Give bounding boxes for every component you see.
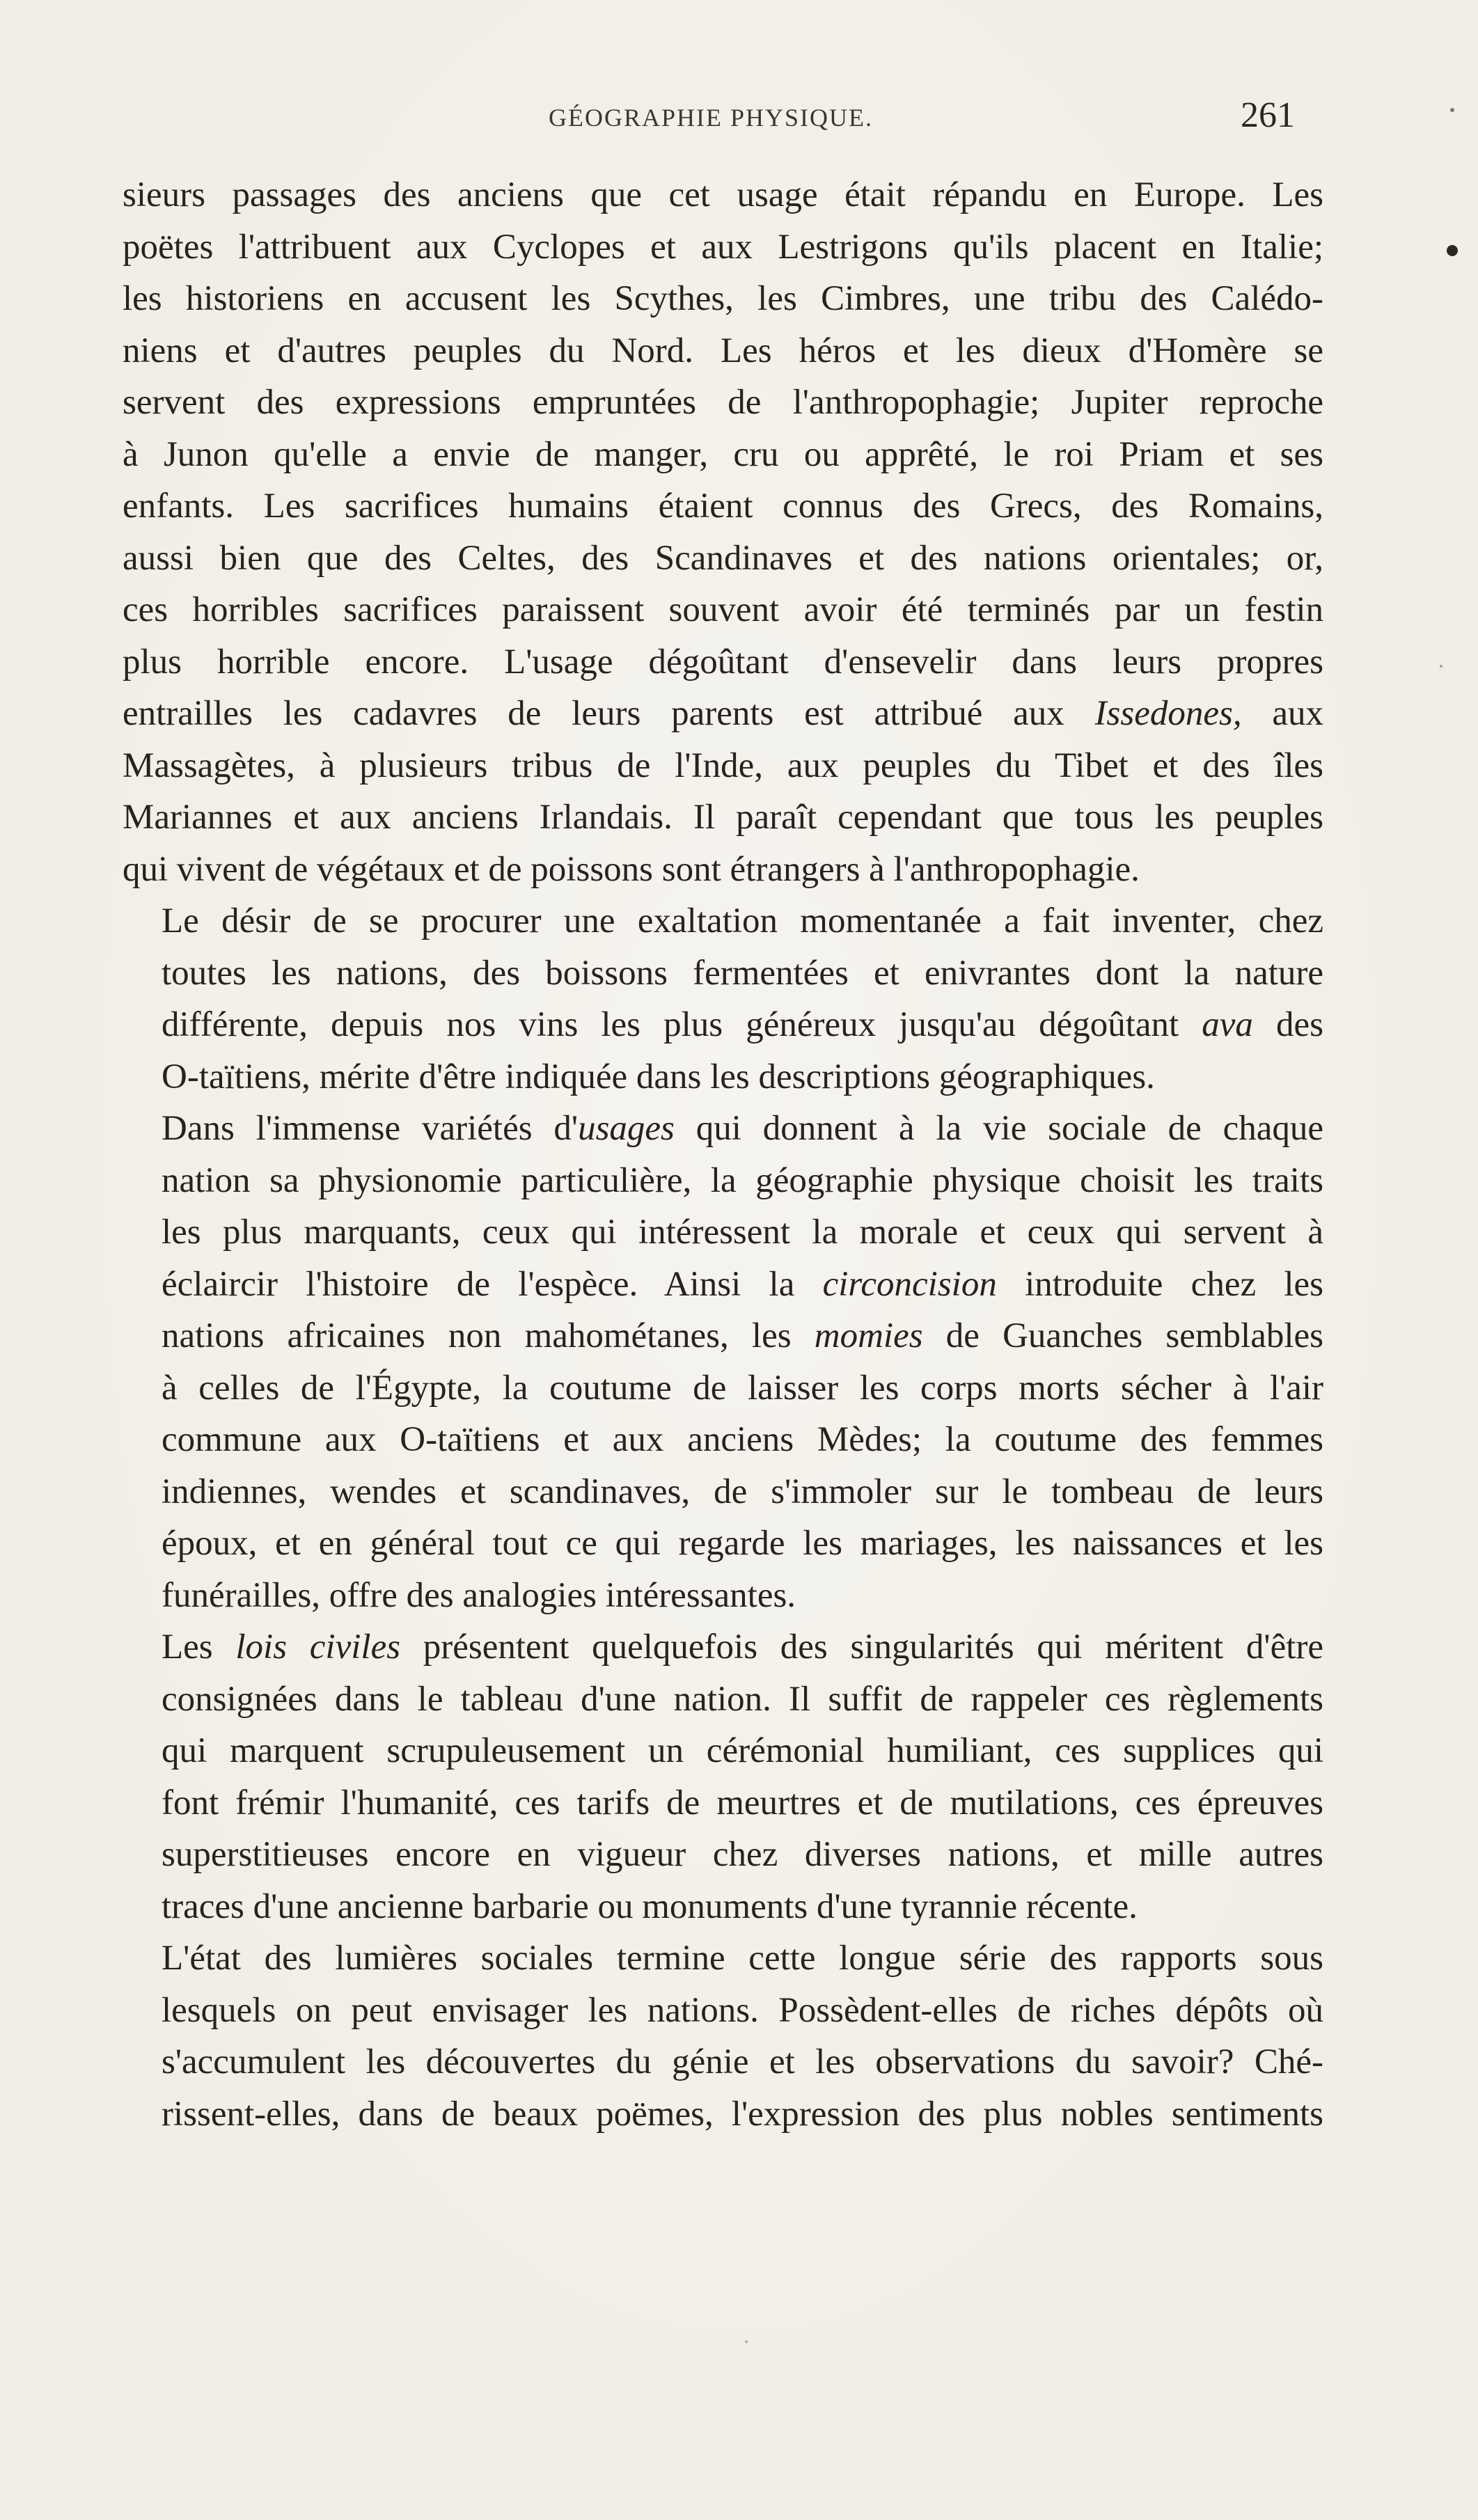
italic-term: usages	[578, 1109, 675, 1148]
text-line: consignées dans le tableau d'une nation. Il suffit de rappeler ces règlements	[162, 1679, 1323, 1719]
text-line: enfants. Les sacrifices humains étaient connus des Grecs, des Romains,	[123, 487, 1323, 526]
running-head	[123, 96, 1320, 138]
text-line: poëtes l'attribuent aux Cyclopes et aux Lestrigons qu'ils placent en Italie;	[123, 227, 1323, 267]
text-line: qui vivent de végétaux et de poissons sont étrangers à l'anthropophagie.	[123, 849, 1140, 889]
text-line: L'état des lumières sociales termine cette longue série des rapports sous	[162, 1939, 1323, 1978]
text-run: Les	[162, 1628, 236, 1667]
text-line: Mariannes et aux anciens Irlandais. Il paraît cependant que tous les peuples	[123, 798, 1323, 837]
ink-speck	[1450, 108, 1454, 112]
paragraph-social-enlightenment	[123, 1932, 1323, 2140]
text-line: indiennes, wendes et scandinaves, de s'immoler sur le tombeau de leurs	[162, 1472, 1323, 1511]
text-line: les historiens en accusent les Scythes, les Cimbres, une tribu des Calédo-	[123, 279, 1323, 318]
text-line: servent des expressions empruntées de l'anthropophagie; Jupiter reproche	[123, 383, 1323, 422]
paragraph-beverages	[123, 895, 1323, 1103]
paragraph-anthropophagy	[123, 169, 1323, 895]
text-line: sieurs passages des anciens que cet usage était répandu en Europe. Les	[123, 175, 1323, 214]
text-line: commune aux O-taïtiens et aux anciens Mèdes; la coutume des femmes	[162, 1420, 1323, 1459]
text-line: funérailles, offre des analogies intéressantes.	[162, 1575, 796, 1615]
text-line	[123, 688, 1323, 740]
text-line: superstitieuses encore en vigueur chez diverses nations, et mille autres	[162, 1835, 1323, 1874]
italic-term: lois civiles	[235, 1628, 401, 1667]
italic-term: circoncision	[822, 1264, 997, 1304]
text-line	[123, 1310, 1323, 1362]
text-run: qui donnent à la vie sociale de chaque	[674, 1109, 1323, 1148]
text-run: présentent quelquefois des singularités qui méritent d'être	[400, 1628, 1324, 1667]
ink-speck	[1447, 245, 1458, 256]
text-line	[123, 999, 1323, 1051]
text-line: O-taïtiens, mérite d'être indiquée dans les descriptions géographiques.	[162, 1057, 1155, 1096]
text-line: Le désir de se procurer une exaltation momentanée a fait inventer, chez	[162, 901, 1323, 940]
text-run: de Guanches semblables	[922, 1316, 1323, 1355]
text-line: lesquels on peut envisager les nations. Possèdent-elles de riches dépôts où	[162, 1990, 1323, 2030]
text-run: entrailles les cadavres de leurs parents est attribué aux	[123, 694, 1095, 733]
text-run: éclaircir l'histoire de l'espèce. Ainsi la	[162, 1264, 823, 1304]
text-run: aux	[1241, 694, 1324, 733]
text-line: niens et d'autres peuples du Nord. Les héros et les dieux d'Homère se	[123, 331, 1323, 370]
text-line: les plus marquants, ceux qui intéressent la morale et ceux qui servent à	[162, 1213, 1323, 1252]
paragraph-customs	[123, 1103, 1323, 1621]
text-run: Dans l'immense variétés d'	[162, 1109, 579, 1148]
body-text	[123, 169, 1323, 2140]
text-run: nations africaines non mahométanes, les	[162, 1316, 815, 1355]
italic-term: ava	[1202, 1005, 1253, 1044]
text-line: à Junon qu'elle a envie de manger, cru ou apprêté, le roi Priam et ses	[123, 434, 1323, 474]
text-line: à celles de l'Égypte, la coutume de laisser les corps morts sécher à l'air	[162, 1368, 1323, 1408]
text-line: aussi bien que des Celtes, des Scandinaves et des nations orientales; or,	[123, 538, 1323, 578]
ink-speck	[1440, 665, 1442, 668]
text-run: différente, depuis nos vins les plus généreux jusqu'au dégoûtant	[162, 1005, 1202, 1044]
ink-speck	[745, 2340, 748, 2343]
text-line: font frémir l'humanité, ces tarifs de meurtres et de mutilations, ces épreuves	[162, 1783, 1323, 1822]
running-title: GÉOGRAPHIE PHYSIQUE.	[549, 104, 874, 132]
text-run: introduite chez les	[996, 1264, 1324, 1304]
text-line	[123, 1259, 1323, 1311]
text-line: plus horrible encore. L'usage dégoûtant d'ensevelir dans leurs propres	[123, 642, 1323, 682]
text-line: traces d'une ancienne barbarie ou monuments d'une tyrannie récente.	[162, 1887, 1138, 1926]
text-line: nation sa physionomie particulière, la géographie physique choisit les traits	[162, 1160, 1323, 1200]
text-line: qui marquent scrupuleusement un cérémonial humiliant, ces supplices qui	[162, 1731, 1323, 1770]
text-line	[123, 1621, 1323, 1674]
text-line: s'accumulent les découvertes du génie et les observations du savoir? Ché-	[162, 2042, 1323, 2081]
text-line: rissent-elles, dans de beaux poëmes, l'expression des plus nobles sentiments	[162, 2094, 1323, 2134]
paragraph-civil-laws	[123, 1621, 1323, 1932]
text-line: ces horribles sacrifices paraissent souvent avoir été terminés par un festin	[123, 590, 1323, 629]
italic-term: momies	[814, 1316, 923, 1355]
italic-term: Issedones,	[1094, 694, 1242, 733]
text-line: toutes les nations, des boissons fermentées et enivrantes dont la nature	[162, 953, 1323, 993]
text-line	[123, 1103, 1323, 1155]
text-line: époux, et en général tout ce qui regarde les mariages, les naissances et les	[162, 1524, 1323, 1563]
page-number: 261	[1241, 95, 1295, 135]
text-line: Massagètes, à plusieurs tribus de l'Inde, aux peuples du Tibet et des îles	[123, 746, 1323, 785]
text-run: des	[1252, 1005, 1324, 1044]
